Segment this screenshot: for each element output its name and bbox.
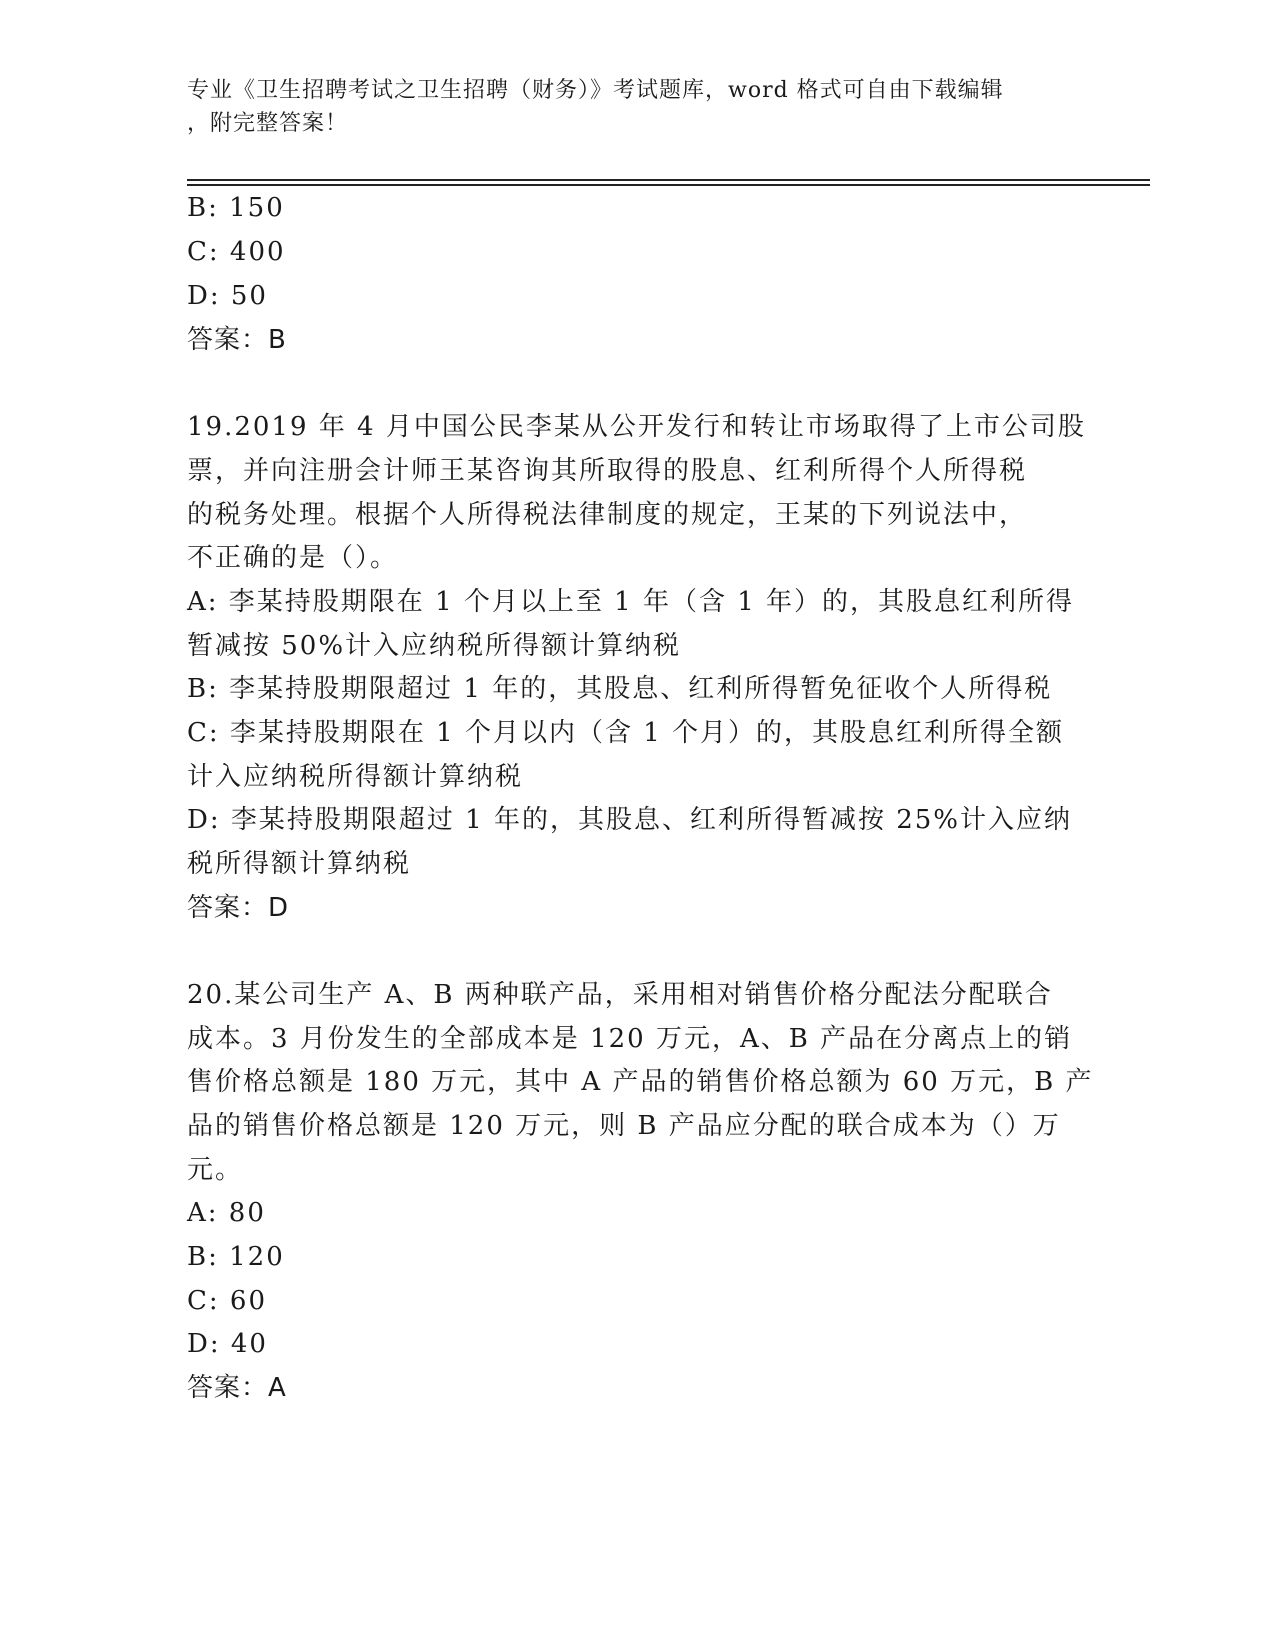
q20-answer: 答案：A (187, 1373, 287, 1403)
q19-option-a-line-2: 暂减按 50%计入应纳税所得额计算纳税 (187, 631, 682, 661)
header-line-1: 专业《卫生招聘考试之卫生招聘（财务）》考试题库，word 格式可自由下载编辑 (187, 78, 1004, 103)
header-line-2: ，附完整答案！ (187, 111, 349, 136)
q20-option-a: A: 80 (187, 1198, 266, 1228)
q20-stem-line-3: 售价格总额是 180 万元，其中 A 产品的销售价格总额为 60 万元，B 产 (187, 1067, 1094, 1097)
prev-option-b: B: 150 (187, 193, 285, 223)
q19-option-d-line-1: D: 李某持股期限超过 1 年的，其股息、红利所得暂减按 25%计入应纳 (187, 805, 1072, 835)
q19-stem-line-1: 19.2019 年 4 月中国公民李某从公开发行和转让市场取得了上市公司股 (187, 412, 1086, 442)
q20-option-c: C: 60 (187, 1286, 268, 1316)
q19-stem-line-4: 不正确的是（）。 (187, 543, 399, 573)
prev-answer: 答案：B (187, 325, 287, 355)
q19-stem-line-2: 票，并向注册会计师王某咨询其所取得的股息、红利所得个人所得税 (187, 456, 1028, 486)
q19-option-c-line-2: 计入应纳税所得额计算纳税 (187, 762, 524, 792)
q20-stem-line-5: 元。 (187, 1155, 244, 1185)
q20-option-b: B: 120 (187, 1242, 285, 1272)
prev-option-d: D: 50 (187, 281, 268, 311)
q19-option-a-line-1: A: 李某持股期限在 1 个月以上至 1 年（含 1 年）的，其股息红利所得 (187, 587, 1075, 617)
q19-option-c-line-1: C: 李某持股期限在 1 个月以内（含 1 个月）的，其股息红利所得全额 (187, 718, 1065, 748)
q19-answer: 答案：D (187, 893, 290, 923)
document-header (187, 74, 1087, 140)
q20-stem-line-1: 20.某公司生产 A、B 两种联产品，采用相对销售价格分配法分配联合 (187, 980, 1053, 1010)
q20-stem-line-2: 成本。3 月份发生的全部成本是 120 万元，A、B 产品在分离点上的销 (187, 1024, 1073, 1054)
q19-stem-line-3: 的税务处理。根据个人所得税法律制度的规定，王某的下列说法中， (187, 500, 1028, 530)
q20-option-d: D: 40 (187, 1329, 268, 1359)
q19-option-d-line-2: 税所得额计算纳税 (187, 849, 412, 879)
prev-option-c: C: 400 (187, 237, 286, 267)
q20-stem-line-4: 品的销售价格总额是 120 万元，则 B 产品应分配的联合成本为（）万 (187, 1111, 1061, 1141)
header-divider-bottom (187, 184, 1150, 186)
header-divider-top (187, 179, 1150, 181)
q19-option-b: B: 李某持股期限超过 1 年的，其股息、红利所得暂免征收个人所得税 (187, 674, 1053, 704)
